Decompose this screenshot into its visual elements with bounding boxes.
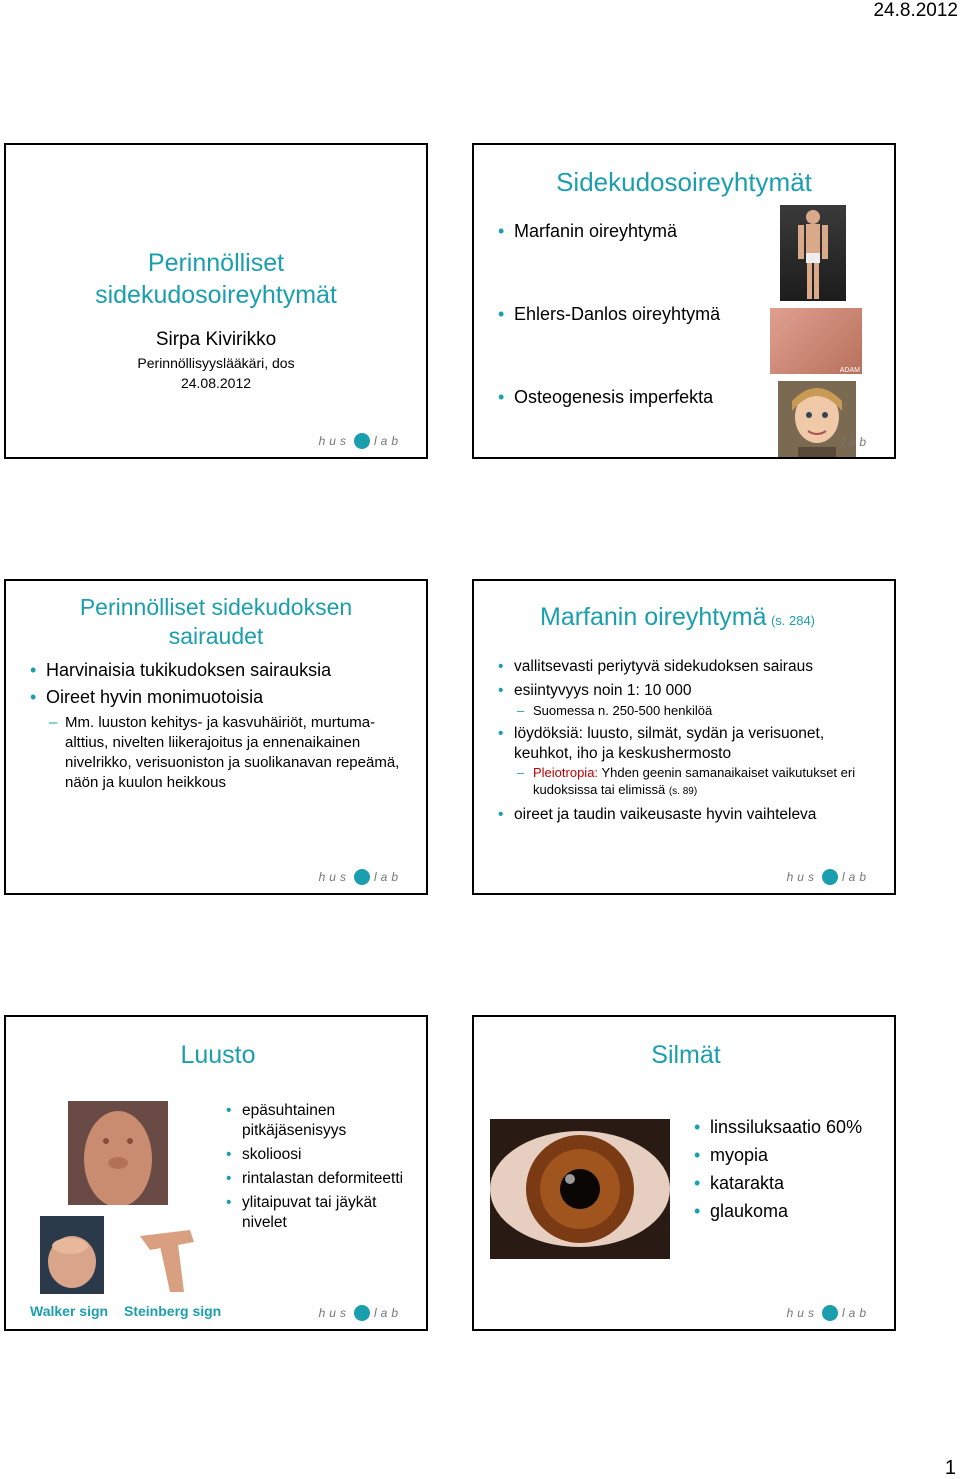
- title-text: Marfanin oireyhtymä: [540, 603, 767, 631]
- pleiotropia-text: Yhden geenin samanaikaiset vaikutukset eri kudoksissa tai elimissä: [533, 765, 856, 797]
- steinberg-sign-caption: Steinberg sign: [124, 1303, 222, 1319]
- huslab-logo: [319, 433, 402, 449]
- huslab-logo: [787, 1305, 870, 1321]
- marfan-body-photo: [780, 205, 846, 301]
- logo-icon: [354, 869, 370, 885]
- list-item: • löydöksiä: luusto, silmät, sydän ja verisuonet, keuhkot, iho ja keskushermosto: [498, 724, 883, 764]
- syndrome-list: [498, 221, 720, 408]
- sub-item: [517, 764, 883, 800]
- logo-text-left: hus: [786, 1306, 818, 1320]
- logo-icon: [822, 1305, 838, 1321]
- title-line-1: Perinnölliset sidekudoksen: [79, 594, 353, 620]
- title-line-2: sairaudet: [168, 623, 264, 649]
- slide-silmat: [472, 1015, 896, 1331]
- list-item: • rintalastan deformiteetti: [226, 1169, 406, 1189]
- page-number: 1: [944, 1457, 956, 1479]
- logo-icon: [354, 1305, 370, 1321]
- author-name: Sirpa Kivirikko: [155, 329, 277, 350]
- logo-text-right: lab: [373, 434, 402, 448]
- list-item: • Harvinaisia tukikudoksen sairauksia: [30, 657, 420, 684]
- list-item: • epäsuhtainen pitkäjäsenisyys: [226, 1101, 406, 1141]
- slide-heading: Luusto: [180, 1041, 256, 1069]
- slide-heading: [540, 603, 815, 632]
- huslab-logo: [319, 869, 402, 885]
- sub-item: – Mm. luuston kehitys- ja kasvuhäiriöt, murtuma-alttius, nivelten liikerajoitus ja ennenaikainen nivelrikko, verisuoniston ja suolikanavan repeämä, näön ja kuulon heikkous: [49, 713, 400, 793]
- list-item: • linssiluksaatio 60%: [694, 1113, 862, 1141]
- list-item: • vallitsevasti periytyvä sidekudoksen sairaus: [498, 657, 883, 677]
- list-item: • myopia: [694, 1141, 862, 1169]
- logo-text-right: lab: [841, 870, 870, 884]
- symptom-list: [30, 657, 420, 711]
- walker-sign-caption: Walker sign: [30, 1303, 109, 1319]
- slide-sairaudet: [4, 579, 428, 895]
- huslab-logo: [319, 1305, 402, 1321]
- logo-text-left: hus: [786, 870, 818, 884]
- list-item: • oireet ja taudin vaikeusaste hyvin vaihteleva: [498, 805, 883, 825]
- slide-title-heading: [6, 247, 426, 311]
- pleiotropia-ref: (s. 89): [668, 786, 698, 797]
- title-line-1: Perinnölliset: [147, 249, 285, 277]
- logo-text-left: hus: [318, 1306, 350, 1320]
- steinberg-sign-photo: [130, 1216, 202, 1294]
- huslab-logo: [787, 869, 870, 885]
- logo-text-right: lab: [373, 870, 402, 884]
- logo-icon: [822, 869, 838, 885]
- author-role: Perinnöllisyyslääkäri, dos: [137, 355, 295, 371]
- chest-deformity-photo: [68, 1101, 168, 1205]
- list-item: • Marfanin oireyhtymä: [498, 221, 720, 242]
- walker-sign-photo: [40, 1216, 104, 1294]
- title-ref: (s. 284): [770, 613, 816, 628]
- slide-sidekudos: [472, 143, 896, 459]
- logo-text-right: lab: [841, 1306, 870, 1320]
- list-item: • ylitaipuvat tai jäykät nivelet: [226, 1193, 406, 1233]
- list-item: • katarakta: [694, 1169, 862, 1197]
- eye-findings-list: [694, 1113, 862, 1225]
- marfan-content: [498, 657, 883, 825]
- title-line-2: sidekudosoireyhtymät: [95, 281, 337, 309]
- pleiotropia-label: Pleiotropia:: [533, 765, 599, 780]
- slide-marfan: [472, 579, 896, 895]
- list-item: • Osteogenesis imperfekta: [498, 387, 720, 408]
- logo-text-right: lab: [841, 435, 870, 449]
- slide-luusto: [4, 1015, 428, 1331]
- logo-text-left: hus: [318, 434, 350, 448]
- eye-photo: [490, 1119, 670, 1259]
- skeletal-list: [226, 1101, 406, 1233]
- list-item: • skolioosi: [226, 1145, 406, 1165]
- ehlers-danlos-skin-photo: [770, 308, 862, 374]
- slide-title: [4, 143, 428, 459]
- photo-caption: ADAM: [839, 367, 860, 374]
- slide-heading: Sidekudosoireyhtymät: [556, 167, 812, 197]
- slide-heading: [6, 593, 426, 651]
- list-item: • glaukoma: [694, 1197, 862, 1225]
- list-item: • esiintyvyys noin 1: 10 000: [498, 681, 883, 701]
- sub-item: – Suomessa n. 250-500 henkilöä: [517, 701, 883, 721]
- list-item: • Ehlers-Danlos oireyhtymä: [498, 304, 720, 325]
- page-date: 24.8.2012: [873, 0, 958, 21]
- list-item: • Oireet hyvin monimuotoisia: [30, 684, 420, 711]
- slide-heading: Silmät: [651, 1041, 721, 1069]
- logo-text-left: hus: [318, 870, 350, 884]
- huslab-logo: [842, 435, 870, 449]
- logo-text-right: lab: [373, 1306, 402, 1320]
- presentation-date: 24.08.2012: [180, 375, 252, 391]
- logo-icon: [354, 433, 370, 449]
